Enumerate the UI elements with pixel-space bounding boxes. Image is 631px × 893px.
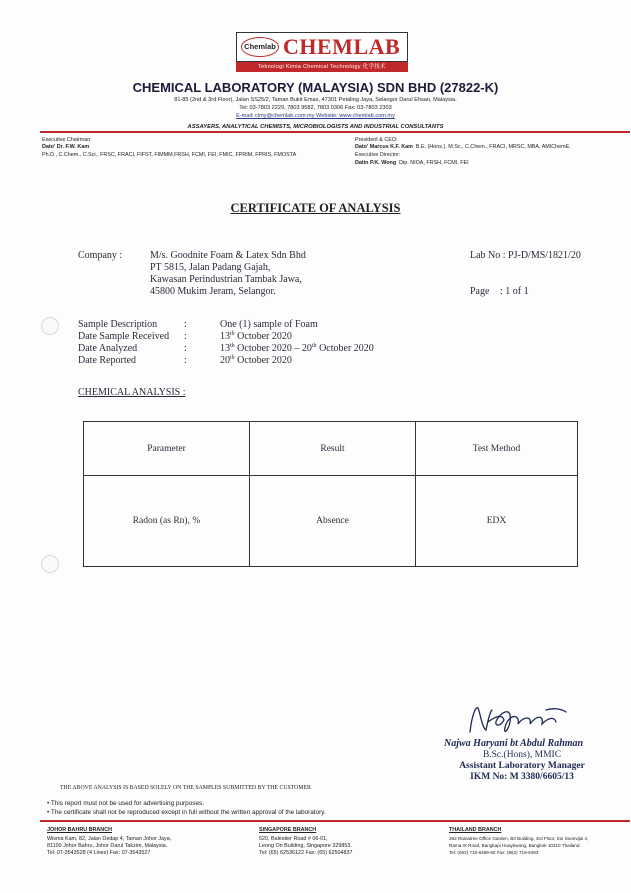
logo-tagline: Teknologi Kimia Chemical Technology 化学技术 [236,62,408,72]
table-cell: Radon (as Rn), % [84,476,250,567]
detail-label: Sample Description [78,319,158,330]
detail-separator: : [184,319,187,330]
punch-hole [41,555,59,573]
president-name: Dato' Marcus K.F. Kam [355,144,413,150]
branch-line: Tel: (662) 719-6489-92 Fax: (662) 719-6493 [449,850,539,855]
page-value: : 1 of 1 [500,286,529,297]
basis-statement: THE ABOVE ANALYSIS IS BASED SOLELY ON THE SAMPLES SUBMITTED BY THE CUSTOMER [60,785,311,791]
results-table [83,421,578,567]
president-line [355,144,571,150]
president-role: President & CEO: [355,137,398,143]
director-name: Datin P.K. Wong [355,160,397,166]
table-cell: Absence [250,476,416,567]
punch-hole [41,317,59,335]
table-header-cell: Parameter [84,422,250,476]
detail-value: 13th October 2020 [220,331,292,342]
detail-label: Date Analyzed [78,343,138,354]
detail-value: One (1) sample of Foam [220,319,318,330]
branch-line: 282 Rainatree Office Garden, B3 Building, 3rd Floor, Soi Soonvijai 4, [449,836,589,841]
detail-separator: : [184,343,187,354]
client-line-2: PT 5815, Jalan Padang Gajah, [150,262,271,273]
certificate-title: CERTIFICATE OF ANALYSIS [230,201,401,215]
branch-line: Wisma Kam, 82, Jalan Dedap 4, Taman Johor Jaya, [47,836,172,842]
handwritten-signature [462,702,572,738]
client-line-1: M/s. Goodnite Foam & Latex Sdn Bhd [150,250,306,261]
table-cell: EDX [416,476,578,567]
company-address: 81-85 (2nd & 3rd Floor), Jalan SS25/2, Taman Bukit Emas, 47301 Petaling Jaya, Selangor Darul Ehsan, Malaysia. [174,97,457,103]
director-quals: Dip. NIOA, FRSH, FCMI, FEI [399,160,469,166]
table-row [84,476,578,567]
footer-divider [40,820,630,822]
detail-label: Date Reported [78,355,137,366]
company-contact [0,113,631,119]
chairman-name: Dato' Dr. F.W. Kam [42,144,90,150]
email-website-link[interactable]: E-mail: clmy@chemlab.com.my Website: www.chemlab.com.my [236,113,395,119]
signatory-name: Najwa Haryani bt Abdul Rahman [444,738,584,749]
client-line-3: Kawasan Perindustrian Tambak Jawa, [150,274,302,285]
logo-badge: Chemlab [241,37,279,57]
detail-separator: : [184,355,187,366]
detail-value: 20th October 2020 [220,355,292,366]
page-label: Page [470,286,490,297]
header-divider [40,131,630,133]
branch-line: 520, Balestier Road # 06-01, [259,836,328,842]
branch-line: Leong On Building, Singapore 329853. [259,843,352,849]
footer-note: • This report must not be used for advertising purposes. [47,800,204,807]
logo-wordmark: CHEMLAB [283,34,401,59]
branch-line: Rama IX Road, Bangkapi Huaykwang, Bangkok 10310 Thailand. [449,843,581,848]
company-name: CHEMICAL LABORATORY (MALAYSIA) SDN BHD (27822-K) [132,80,499,95]
director-line [355,160,469,166]
branch-line: Tel: 07-3543528 (4 Lines) Fax: 07-3543527 [47,850,151,856]
client-line-4: 45800 Mukim Jeram, Selangor. [150,286,276,297]
lab-number: Lab No : PJ-D/MS/1821/20 [470,250,581,261]
company-logo [236,32,408,74]
president-quals: B.E. (Hons.), M.Sc., C.Chem., FRACI, MRSC, MBA, AMIChemE. [415,144,571,150]
table-header-cell: Result [250,422,416,476]
company-phone: Tel: 03-7803 2229, 7803 9582, 7803 0306 Fax: 03-7803 2303 [239,105,392,111]
detail-separator: : [184,331,187,342]
chairman-quals: Ph.D., C.Chem., C.Sci., FRSC, FRACI, FIFST, FIMMM,FRSH, FCMI, FEI, FMIC, FPRIM, FPRIS, FMOSTA [42,152,297,158]
company-label: Company : [78,250,123,261]
section-heading: CHEMICAL ANALYSIS : [78,387,186,398]
signatory-qualifications: B.Sc.(Hons), MMIC [482,750,562,760]
table-header-cell: Test Method [416,422,578,476]
branch-name: SINGAPORE BRANCH [259,827,317,833]
chairman-role: Executive Chairman: [42,137,92,143]
footer-note: • The certificate shall not be reproduced except in full without the written approval of the laboratory. [47,809,326,816]
branch-name: JOHOR BAHRU BRANCH [47,827,112,833]
signatory-ikm: IKM No: M 3380/6605/13 [470,772,574,782]
branch-line: Tel: (65) 62536122 Fax: (65) 62504837 [259,850,353,856]
table-header-row [84,422,578,476]
branch-line: 81100 Johor Bahru, Johor Darul Takzim, Malaysia. [47,843,168,849]
director-role: Executive Director: [355,152,401,158]
detail-value: 13th October 2020 – 20th October 2020 [220,343,374,354]
branch-name: THAILAND BRANCH [449,827,502,833]
signatory-title: Assistant Laboratory Manager [459,761,585,771]
detail-label: Date Sample Received [78,331,170,342]
company-tagline: ASSAYERS, ANALYTICAL CHEMISTS, MICROBIOLOGISTS AND INDUSTRIAL CONSULTANTS [187,124,444,130]
